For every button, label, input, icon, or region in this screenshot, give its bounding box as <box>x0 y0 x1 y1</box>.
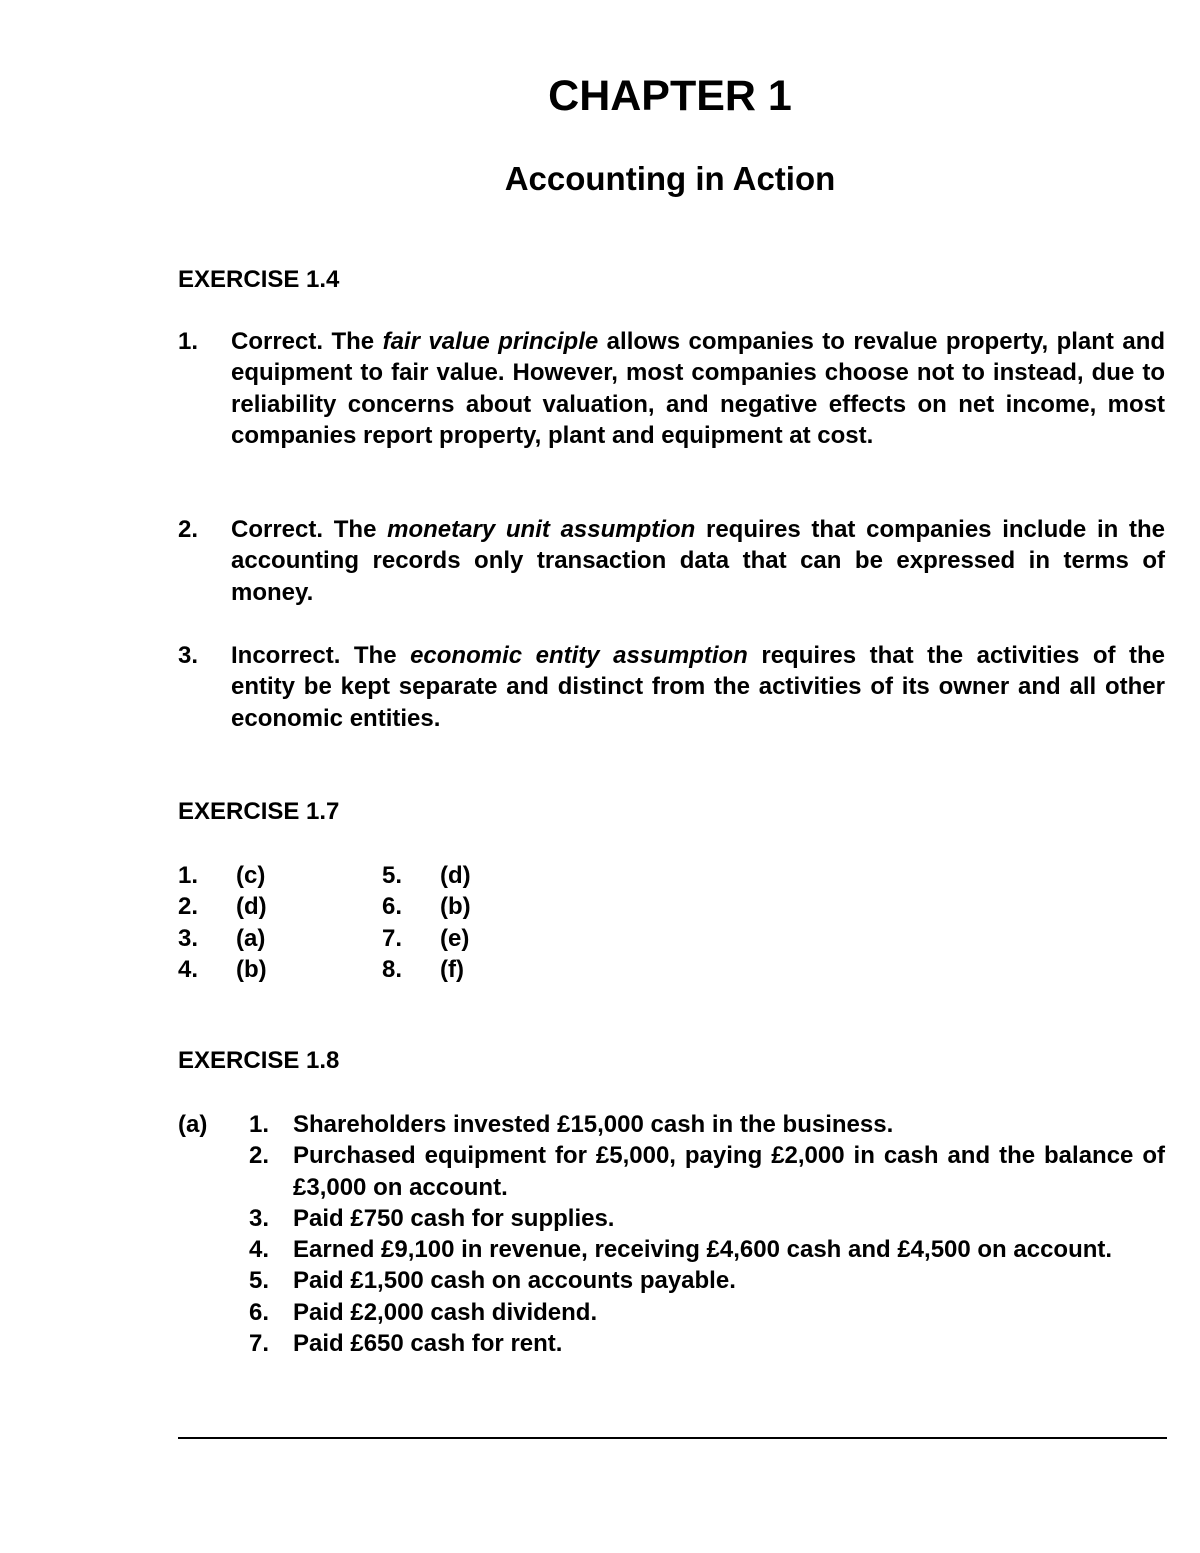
answer-number: 5. <box>382 862 403 889</box>
answer-letter: (d) <box>440 862 471 889</box>
answer-letter: (b) <box>236 955 267 983</box>
answer-number: 4. <box>178 955 199 983</box>
chapter-heading: CHAPTER 1 <box>548 72 792 120</box>
answer-number: 1. <box>178 862 199 889</box>
item-text <box>231 640 1165 734</box>
exercise-1-7-heading: EXERCISE 1.7 <box>178 798 340 825</box>
answer-letter: (f) <box>440 955 464 983</box>
item-text: Earned £9,100 in revenue, receiving £4,600 cash and £4,500 on account. <box>293 1236 1113 1264</box>
item-number: 2. <box>249 1142 270 1170</box>
part-label: (a) <box>178 1111 208 1138</box>
item-text: Purchased equipment for £5,000, paying £2,000 in cash and the balance of £3,000 on account. <box>293 1142 1165 1201</box>
item-text: Paid £2,000 cash dividend. <box>293 1298 598 1326</box>
answer-letter: (e) <box>440 924 470 952</box>
list-item <box>249 1234 1165 1265</box>
answer-letter: (d) <box>236 893 267 921</box>
item-text: Paid £750 cash for supplies. <box>293 1204 615 1232</box>
answer-letter: (c) <box>236 862 266 889</box>
item-number: 5. <box>249 1267 270 1295</box>
item-number: 1. <box>178 328 199 355</box>
list-item <box>249 1109 1165 1140</box>
list-item <box>249 1203 1165 1234</box>
list-item <box>249 1140 1165 1203</box>
answer-letter: (a) <box>236 924 266 952</box>
answer-number: 6. <box>382 893 403 921</box>
list-item <box>249 1265 1165 1296</box>
exercise-1-4-item-3 <box>178 640 1165 734</box>
item-rest: allows companies to revalue property, plant and equipment to fair value. However, most companies choose not to instead, due to reliability concerns about valuation, and negative effects on net income, most companies report property, plant and equipment at cost. <box>231 328 1166 449</box>
item-text: Paid £1,500 cash on accounts payable. <box>293 1267 736 1295</box>
answer-letter: (b) <box>440 893 471 921</box>
item-lead: Incorrect. The <box>231 642 411 669</box>
item-rest: requires that the activities of the entity be kept separate and distinct from the activities of its owner and all other economic entities. <box>231 642 1166 732</box>
exercise-1-4-heading: EXERCISE 1.4 <box>178 266 340 293</box>
item-lead: Correct. The <box>231 516 388 543</box>
list-item <box>249 1297 1165 1328</box>
exercise-1-8-heading: EXERCISE 1.8 <box>178 1047 340 1074</box>
item-number: 3. <box>249 1204 270 1232</box>
item-number: 2. <box>178 516 199 543</box>
item-text <box>231 514 1165 608</box>
chapter-title: Accounting in Action <box>504 160 836 197</box>
horizontal-rule <box>178 1437 1167 1439</box>
exercise-1-4-item-1 <box>178 326 1165 451</box>
answer-number: 8. <box>382 955 403 983</box>
transaction-list <box>249 1109 1165 1359</box>
item-number: 4. <box>249 1236 270 1264</box>
list-item <box>249 1328 1165 1359</box>
answer-number: 7. <box>382 924 403 952</box>
exercise-1-4-item-2 <box>178 514 1165 608</box>
item-rest: requires that companies include in the accounting records only transaction data that can be expressed in terms of money. <box>231 516 1166 606</box>
item-text <box>231 326 1165 451</box>
item-term: economic entity assumption <box>410 642 748 669</box>
answer-number: 3. <box>178 924 199 952</box>
item-text: Shareholders invested £15,000 cash in the business. <box>293 1111 894 1138</box>
item-number: 7. <box>249 1330 270 1358</box>
item-term: fair value principle <box>382 328 599 355</box>
item-text: Paid £650 cash for rent. <box>293 1330 563 1358</box>
item-term: monetary unit assumption <box>387 516 696 543</box>
item-number: 6. <box>249 1298 270 1326</box>
item-number: 3. <box>178 642 199 669</box>
item-number: 1. <box>249 1111 270 1138</box>
answer-number: 2. <box>178 893 199 921</box>
item-lead: Correct. The <box>231 328 383 355</box>
